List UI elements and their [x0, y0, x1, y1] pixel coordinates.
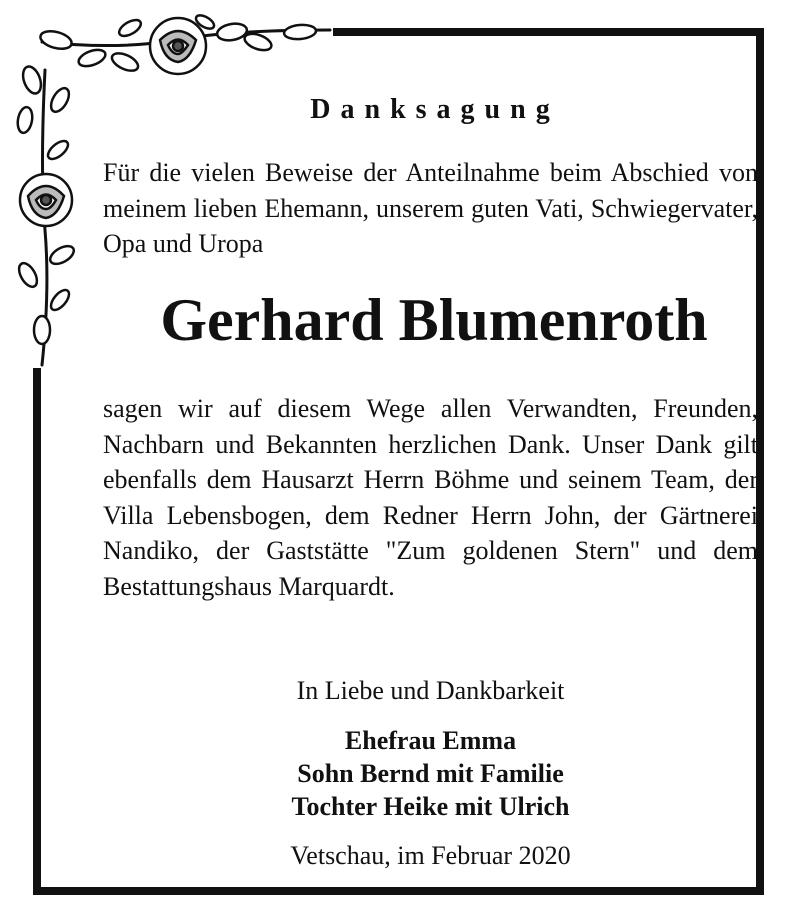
place-date: Vetschau, im Februar 2020 [290, 841, 571, 870]
signers-list [103, 724, 758, 823]
signer-name: Sohn Bernd mit Familie [297, 759, 564, 788]
signer-name: Tochter Heike mit Ulrich [291, 792, 570, 821]
heading-title: Danksagung [310, 94, 560, 125]
deceased-name: Gerhard Blumenroth [160, 287, 708, 353]
signer-name: Ehefrau Emma [344, 726, 517, 755]
thanks-paragraph: sagen wir auf diesem Wege allen Verwandten, Freunden, Nachbarn und Bekannten herzlichen Dank. Unser Dank gilt ebenfalls dem Hausarzt Herrn Böhme und seinem Team, der Villa Lebensbogen, dem Redner Herrn John, der Gärtnerei Nandiko, der Gaststätte "Zum goldenen Stern" und dem Bestattungshaus Marquardt. [103, 394, 758, 601]
closing-line: In Liebe und Dankbarkeit [296, 676, 565, 705]
frame-left-border [33, 368, 41, 895]
frame-top-border [333, 28, 762, 36]
frame-bottom-border [33, 887, 764, 895]
intro-paragraph: Für die vielen Beweise der Anteilnahme beim Abschied von meinem lieben Ehemann, unserem guten Vati, Schwiegervater, Opa und Uropa [103, 158, 758, 258]
